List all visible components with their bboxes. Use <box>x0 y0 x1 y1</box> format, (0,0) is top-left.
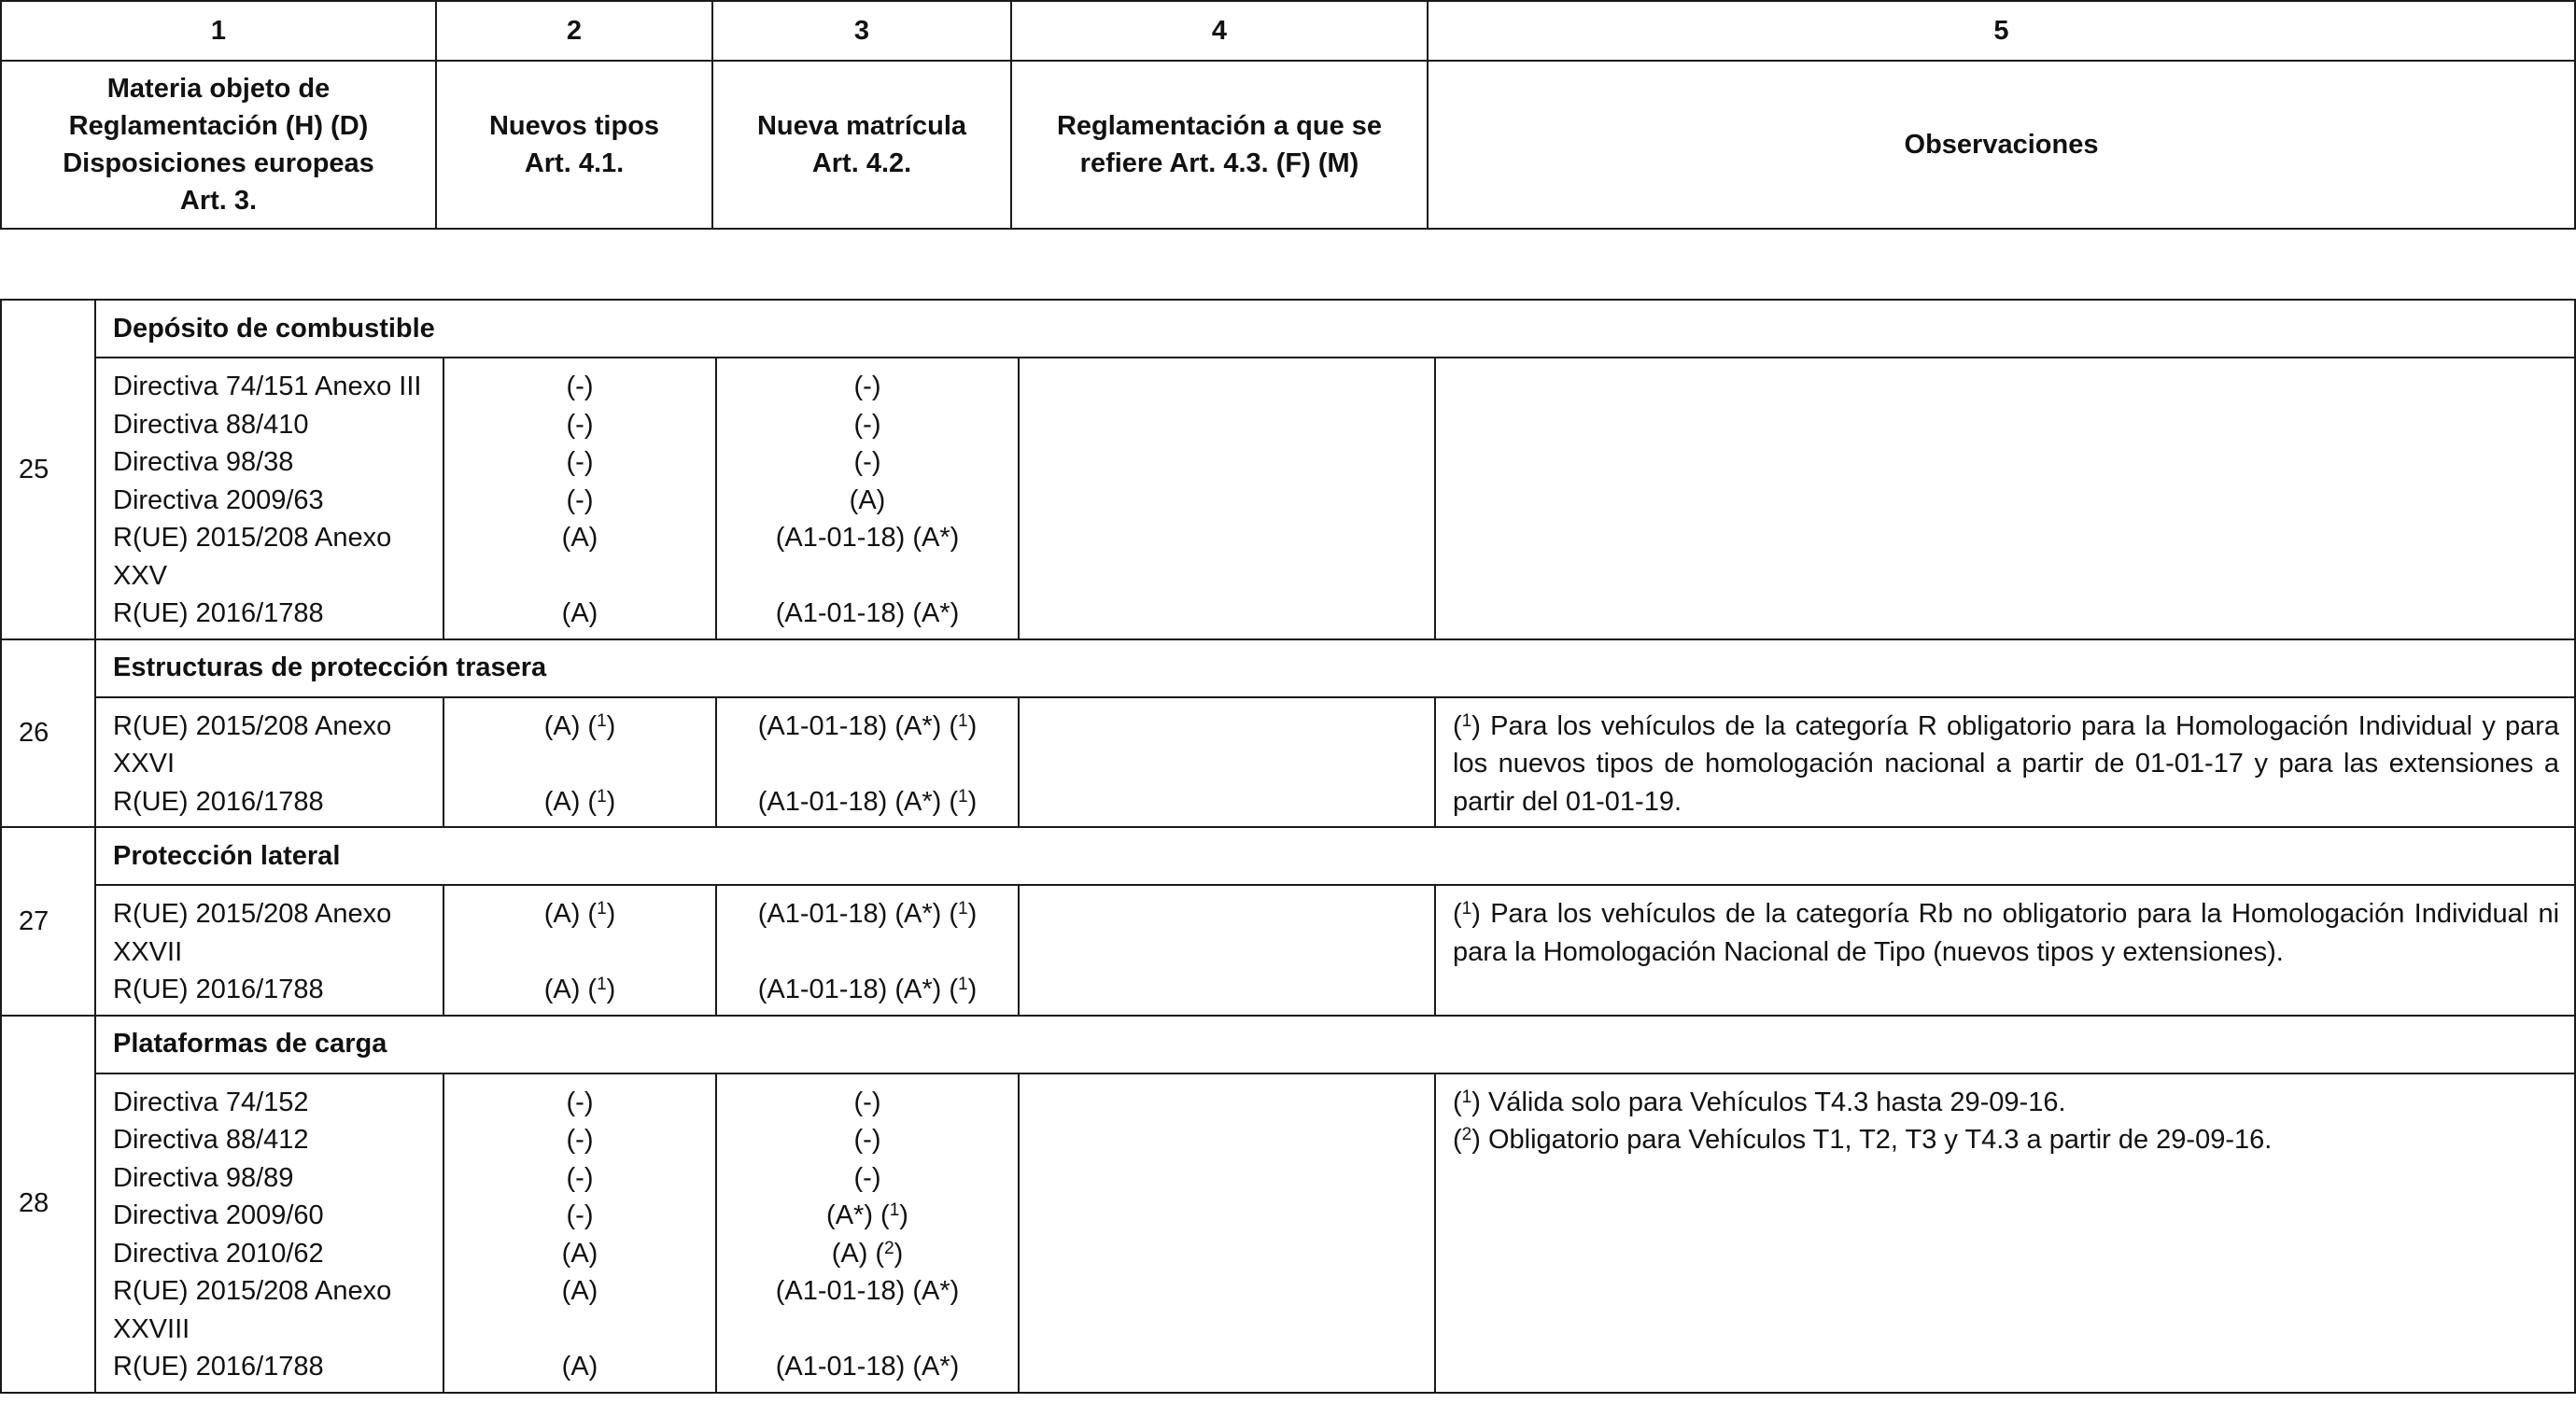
cell-value: (A1-01-18) (A*) ($^1$) <box>757 899 978 929</box>
spacer-line <box>444 557 715 596</box>
cell-value-text: (-) <box>566 372 594 401</box>
section-number: 25 <box>1 300 95 639</box>
footnote-ref: 1 <box>958 899 968 919</box>
footnote-ref: 1 <box>958 975 968 994</box>
section-content-row <box>1 358 2575 639</box>
reglamentacion-cell <box>1019 1073 1435 1393</box>
column-number: 5 <box>1428 1 2575 61</box>
column-number: 1 <box>1 1 436 61</box>
regulation-list <box>95 697 443 828</box>
regulation-table <box>0 299 2576 1394</box>
cell-value-text: (A1-01-18) (A*) <box>775 1352 960 1382</box>
observation-note: ($^2$) Obligatorio para Vehículos T1, T2, T3 y T4.3 a partir de 29-09-16. <box>1453 1125 2273 1155</box>
observation-note: ($^1$) Para los vehículos de la categoría R obligatorio para la Homologación Individual y para los nuevos tipos de homologación nacional a partir de 01-01-17 y para las extensiones a partir del 01-01-19. <box>1453 710 2560 817</box>
section-number: 28 <box>1 1016 95 1393</box>
regulation-name: Directiva 2010/62 <box>113 1238 324 1269</box>
header-line: Art. 3. <box>179 186 258 216</box>
section-number: 26 <box>1 639 95 828</box>
spacer-line <box>444 933 715 972</box>
cell-value-text: (A*) ( <box>826 1200 890 1230</box>
cell-value-text: (A) <box>561 1352 598 1382</box>
regulation-name: Directiva 2009/63 <box>113 484 324 515</box>
cell-value-text: (-) <box>853 1125 881 1155</box>
regulation-list <box>95 885 443 1016</box>
cell-value: (A*) ($^1$) <box>826 1200 908 1230</box>
column-number-row <box>1 1 2575 61</box>
spacer-line <box>717 933 1018 972</box>
cell-value <box>717 519 1018 557</box>
cell-value <box>444 1272 715 1311</box>
section-title: Protección lateral <box>95 827 2575 885</box>
section-title-row <box>1 827 2575 885</box>
cell-value <box>444 406 715 444</box>
cell-value-text: (A1-01-18) (A*) ( <box>757 786 959 817</box>
cell-value: (A) ($^1$) <box>543 710 616 741</box>
regulation-name: R(UE) 2016/1788 <box>113 598 324 628</box>
reglamentacion-cell <box>1019 885 1435 1016</box>
cell-value <box>444 368 715 406</box>
cell-value <box>444 443 715 482</box>
regulation-name: XXVI <box>113 749 176 779</box>
cell-value-text: (-) <box>853 409 881 440</box>
cell-value-text: (A1-01-18) (A*) ( <box>757 899 959 929</box>
cell-value-text: (A) ( <box>543 975 598 1004</box>
cell-value-text: (-) <box>566 447 594 477</box>
nueva-matricula-list <box>716 1073 1019 1393</box>
header-line: Nueva matrícula <box>756 111 967 141</box>
regulation-name: R(UE) 2016/1788 <box>113 1352 324 1382</box>
cell-value-text: (A) <box>561 1276 598 1306</box>
regulation-name: R(UE) 2015/208 Anexo <box>113 710 392 741</box>
cell-value <box>717 482 1018 520</box>
footnote-ref: 1 <box>1461 899 1472 919</box>
footnote-ref: 2 <box>1461 1125 1472 1144</box>
section-title-row <box>1 639 2575 697</box>
column-title-observaciones: Observaciones <box>1428 61 2575 229</box>
cell-value-text: (-) <box>853 1162 881 1193</box>
cell-value-text: (A) <box>849 484 886 515</box>
header-line: Reglamentación a que se <box>1056 111 1383 141</box>
cell-value: (A) ($^2$) <box>831 1238 904 1269</box>
cell-value-text: (-) <box>566 484 594 515</box>
nuevos-tipos-list <box>443 358 716 639</box>
column-title-nueva-matricula <box>712 61 1011 229</box>
cell-value-text: (-) <box>853 447 881 477</box>
cell-value <box>717 443 1018 482</box>
cell-value <box>717 1121 1018 1159</box>
observaciones-cell <box>1435 697 2575 828</box>
regulation-name: R(UE) 2015/208 Anexo <box>113 1276 392 1306</box>
nueva-matricula-list <box>716 697 1019 828</box>
cell-value-text: (-) <box>853 372 881 401</box>
regulation-name: Directiva 74/152 <box>113 1087 309 1117</box>
cell-value <box>444 1348 715 1386</box>
cell-value-text: (A1-01-18) (A*) ( <box>757 710 959 741</box>
cell-value-text: (A) ( <box>831 1238 885 1269</box>
regulation-list <box>95 1073 443 1393</box>
column-title-nuevos-tipos <box>436 61 712 229</box>
cell-value-text: (A1-01-18) (A*) <box>775 1276 960 1306</box>
cell-value <box>717 1084 1018 1122</box>
footnote-ref: 1 <box>597 975 607 994</box>
regulation-name: R(UE) 2015/208 Anexo <box>113 899 392 929</box>
section-title: Estructuras de protección trasera <box>95 639 2575 697</box>
regulation-name: Directiva 88/412 <box>113 1125 309 1155</box>
header-line: refiere Art. 4.3. (F) (M) <box>1079 148 1359 178</box>
footnote-ref: 2 <box>884 1238 894 1258</box>
footnote-ref: 1 <box>958 710 968 731</box>
cell-value-text: (A) <box>561 1238 598 1269</box>
spacer-line <box>717 1311 1018 1349</box>
observation-text: Para los vehículos de la categoría R obligatorio para la Homologación Individual y para los nuevos tipos de homologación nacional a partir de 01-01-17 y para las extensiones a partir del 01-01-19. <box>1453 710 2560 817</box>
cell-value-text: (-) <box>566 1162 594 1193</box>
column-title-materia <box>1 61 436 229</box>
header-line: Art. 4.1. <box>524 148 625 178</box>
cell-value-text: (-) <box>566 1087 594 1117</box>
cell-value <box>444 595 715 633</box>
observaciones-cell <box>1435 358 2575 639</box>
nueva-matricula-list <box>716 358 1019 639</box>
cell-value-text: (A) <box>561 598 598 628</box>
cell-value-text: (-) <box>566 409 594 440</box>
reglamentacion-cell <box>1019 697 1435 828</box>
regulation-name: XXVII <box>113 936 183 967</box>
header-line: Disposiciones europeas <box>63 148 374 178</box>
section-content-row <box>1 697 2575 828</box>
nuevos-tipos-list <box>443 885 716 1016</box>
regulation-name: R(UE) 2015/208 Anexo <box>113 523 392 553</box>
regulation-list <box>95 358 443 639</box>
cell-value <box>717 595 1018 633</box>
cell-value <box>717 1159 1018 1198</box>
column-number: 2 <box>436 1 712 61</box>
cell-value <box>444 1159 715 1198</box>
section-content-row <box>1 885 2575 1016</box>
cell-value-text: (-) <box>566 1200 594 1230</box>
cell-value <box>717 368 1018 406</box>
regulation-name: R(UE) 2016/1788 <box>113 975 324 1004</box>
observation-text: Para los vehículos de la categoría Rb no obligatorio para la Homologación Individual ni para la Homologación Nacional de Tipo (nuevos tipos y extensiones). <box>1453 899 2560 967</box>
spacer-line <box>717 557 1018 596</box>
cell-value-text: (-) <box>566 1125 594 1155</box>
footnote-ref: 1 <box>1461 710 1472 731</box>
section-title-row <box>1 1016 2575 1073</box>
observation-text: Válida solo para Vehículos T4.3 hasta 29-09-16. <box>1487 1087 2066 1117</box>
nuevos-tipos-list <box>443 697 716 828</box>
regulation-name: R(UE) 2016/1788 <box>113 786 324 817</box>
cell-value-text: (-) <box>853 1087 881 1117</box>
observaciones-cell <box>1435 1073 2575 1393</box>
column-title-row <box>1 61 2575 229</box>
cell-value: (A) ($^1$) <box>543 975 616 1004</box>
cell-value: (A1-01-18) (A*) ($^1$) <box>757 786 978 817</box>
regulation-name: Directiva 98/38 <box>113 447 294 477</box>
column-number: 4 <box>1011 1 1428 61</box>
reglamentacion-cell <box>1019 358 1435 639</box>
section-content-row <box>1 1073 2575 1393</box>
observation-note: ($^1$) Para los vehículos de la categoría Rb no obligatorio para la Homologación Individual ni para la Homologación Nacional de Tipo (nuevos tipos y extensiones). <box>1453 899 2560 967</box>
regulation-name: Directiva 2009/60 <box>113 1200 324 1230</box>
spacer-line <box>444 745 715 783</box>
cell-value <box>444 1084 715 1122</box>
cell-value <box>717 1348 1018 1386</box>
regulation-name: Directiva 98/89 <box>113 1162 294 1193</box>
cell-value <box>717 1272 1018 1311</box>
spacer-line <box>444 1311 715 1349</box>
observaciones-cell <box>1435 885 2575 1016</box>
cell-value <box>444 1121 715 1159</box>
spacer-line <box>717 745 1018 783</box>
cell-value: (A) ($^1$) <box>543 786 616 817</box>
header-line: Reglamentación (H) (D) <box>68 111 369 141</box>
section-title: Depósito de combustible <box>95 300 2575 358</box>
header-line: Materia objeto de <box>106 74 331 104</box>
footnote-ref: 1 <box>597 710 607 731</box>
cell-value: (A) ($^1$) <box>543 899 616 929</box>
footnote-ref: 1 <box>597 899 607 919</box>
column-number: 3 <box>712 1 1011 61</box>
cell-value: (A1-01-18) (A*) ($^1$) <box>757 710 978 741</box>
cell-value <box>717 406 1018 444</box>
footnote-ref: 1 <box>597 786 607 807</box>
cell-value-text: (A) ( <box>543 786 598 817</box>
observation-text: Obligatorio para Vehículos T1, T2, T3 y T4.3 a partir de 29-09-16. <box>1487 1125 2273 1155</box>
cell-value-text: (A1-01-18) (A*) <box>775 598 960 628</box>
section-number: 27 <box>1 827 95 1016</box>
cell-value-text: (A) ( <box>543 710 598 741</box>
cell-value <box>444 1197 715 1235</box>
regulation-name: Directiva 88/410 <box>113 409 309 440</box>
footnote-ref: 1 <box>958 786 968 807</box>
cell-value-text: (A1-01-18) (A*) <box>775 523 960 553</box>
regulation-name: XXV <box>113 560 168 591</box>
column-title-reglamentacion <box>1011 61 1428 229</box>
cell-value <box>444 1235 715 1273</box>
footnote-ref: 1 <box>1461 1087 1472 1107</box>
cell-value <box>444 482 715 520</box>
cell-value <box>444 519 715 557</box>
nuevos-tipos-list <box>443 1073 716 1393</box>
regulation-name: XXVIII <box>113 1313 190 1344</box>
cell-value-text: (A) ( <box>543 899 598 929</box>
section-title-row <box>1 300 2575 358</box>
cell-value-text: (A) <box>561 523 598 553</box>
nueva-matricula-list <box>716 885 1019 1016</box>
cell-value: (A1-01-18) (A*) ($^1$) <box>757 975 978 1004</box>
cell-value-text: (A1-01-18) (A*) ( <box>757 975 959 1004</box>
section-title: Plataformas de carga <box>95 1016 2575 1073</box>
header-line: Nuevos tipos <box>488 111 660 141</box>
footnote-ref: 1 <box>889 1200 900 1220</box>
observation-note: ($^1$) Válida solo para Vehículos T4.3 hasta 29-09-16. <box>1453 1087 2066 1117</box>
regulation-name: Directiva 74/151 Anexo III <box>113 372 422 401</box>
header-line: Art. 4.2. <box>811 148 912 178</box>
column-header-table <box>0 0 2576 230</box>
